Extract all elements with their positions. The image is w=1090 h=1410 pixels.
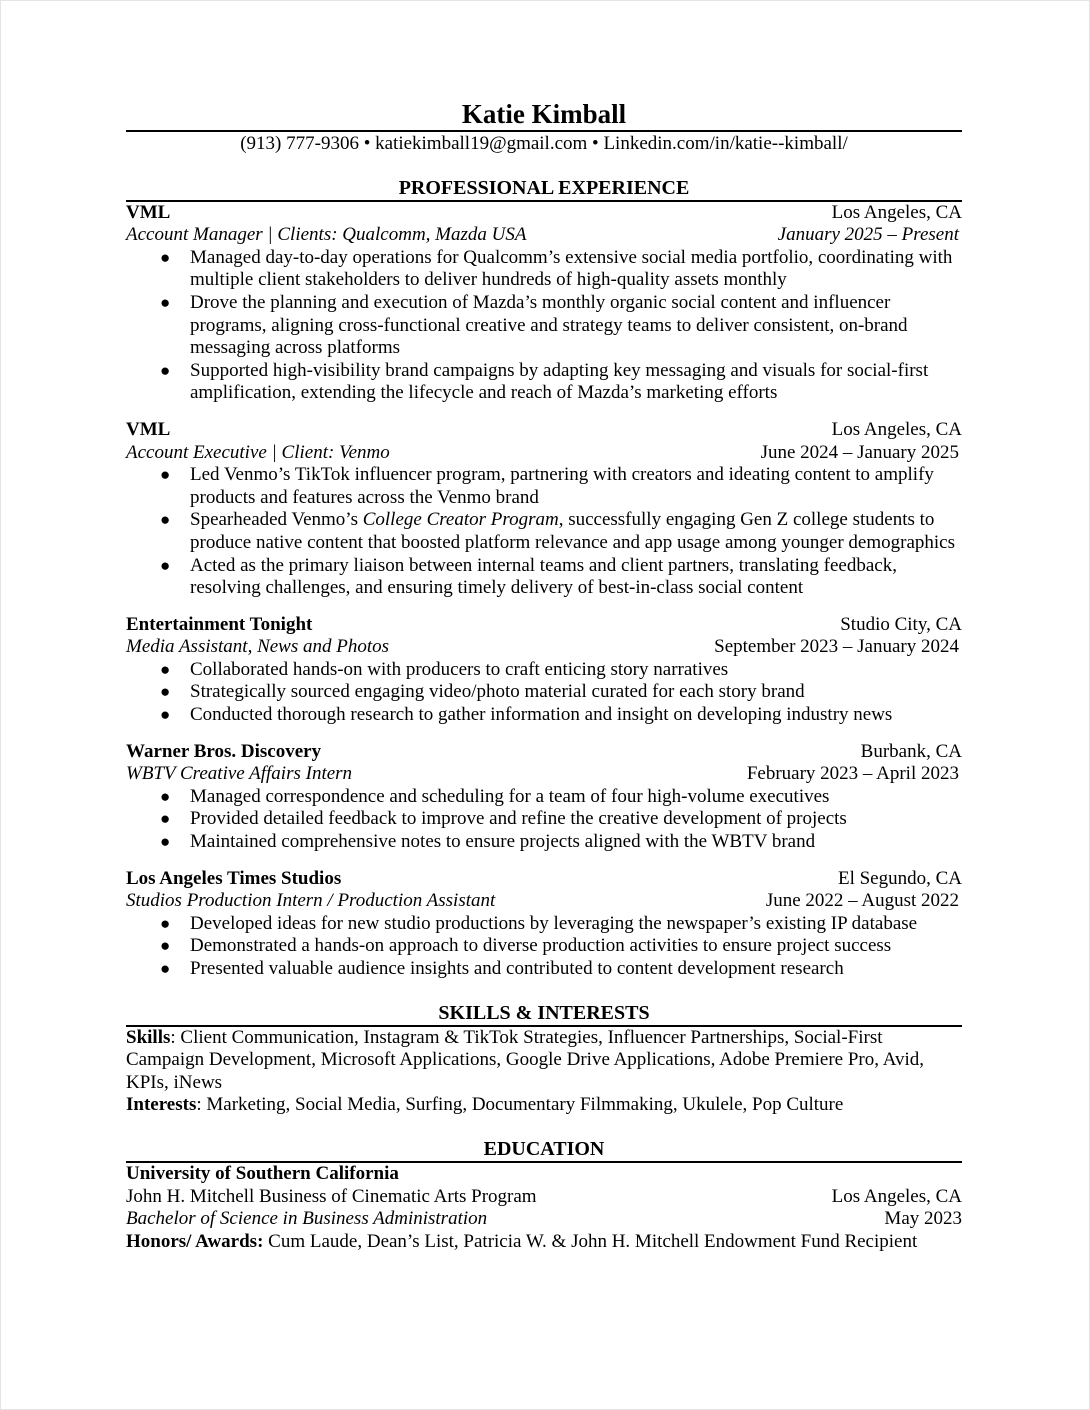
bullet-dot-icon: ● — [160, 682, 171, 702]
job-org: Warner Bros. Discovery — [126, 740, 322, 762]
contact-line: (913) 777-9306 • katiekimball19@gmail.com • Linkedin.com/in/katie--kimball/ — [240, 133, 848, 154]
list-item: ● Collaborated hands-on with producers to craft enticing story narratives — [160, 658, 729, 680]
list-item: ● Maintained comprehensive notes to ensure projects aligned with the WBTV brand — [160, 831, 816, 853]
job-location: El Segundo, CA — [837, 867, 962, 889]
job-org: VML — [126, 418, 171, 440]
education-location: Los Angeles, CA — [831, 1185, 962, 1207]
job-entry — [126, 419, 962, 600]
job-entry — [126, 614, 962, 727]
bullet-dot-icon: ● — [160, 247, 171, 267]
job-bullets — [126, 659, 962, 727]
skills-label: Skills — [126, 1026, 171, 1048]
job-entry — [126, 868, 962, 981]
bullet-dot-icon: ● — [160, 936, 171, 956]
education-block — [126, 1163, 962, 1253]
job-role: Studios Production Intern / Production Assistant — [126, 890, 496, 912]
list-item: ● Strategically sourced engaging video/photo material curated for each story brand — [160, 681, 805, 703]
list-item: ● Drove the planning and execution of Mazda’s monthly organic social content and influencer programs, aligning cross-functional creative and strategy teams to deliver consistent, on-brand messaging across platforms — [160, 291, 908, 359]
job-location: Burbank, CA — [860, 740, 962, 762]
skills-block — [126, 1027, 962, 1117]
list-item: ● Provided detailed feedback to improve and refine the creative development of projects — [160, 808, 847, 830]
list-item: ● Presented valuable audience insights and contributed to content development research — [160, 958, 844, 979]
job-bullets — [126, 464, 962, 600]
section-title-experience: PROFESSIONAL EXPERIENCE — [126, 177, 962, 202]
interests-line: Interests: Marketing, Social Media, Surfing, Documentary Filmmaking, Ukulele, Pop Culture — [126, 1094, 844, 1116]
job-role: WBTV Creative Affairs Intern — [126, 763, 353, 785]
list-item: ● Managed day-to-day operations for Qualcomm’s extensive social media portfolio, coordinating with multiple client stakeholders to deliver hundreds of high-quality assets monthly — [160, 246, 953, 291]
bullet-dot-icon: ● — [160, 959, 171, 978]
job-location: Los Angeles, CA — [831, 418, 962, 440]
list-item: ● Conducted thorough research to gather information and insight on developing industry news — [160, 704, 893, 726]
list-item: ● Spearheaded Venmo’s College Creator Program, successfully engaging Gen Z college students to produce native content that boosted platform relevance and app usage among younger demographics — [160, 509, 956, 553]
job-date: February 2023 – April 2023 — [746, 763, 959, 785]
job-bullets — [126, 786, 962, 854]
job-date-end: Present — [901, 224, 959, 246]
job-role: Account Executive | Client: Venmo — [126, 441, 390, 463]
list-item: ● Developed ideas for new studio productions by leveraging the newspaper’s existing IP database — [160, 912, 918, 934]
graduation-date: May 2023 — [884, 1208, 962, 1230]
bullet-dot-icon: ● — [160, 913, 171, 933]
list-item: ● Managed correspondence and scheduling for a team of four high-volume executives — [160, 785, 830, 807]
job-location: Studio City, CA — [840, 613, 962, 635]
section-title-education: EDUCATION — [126, 1138, 962, 1163]
job-date: September 2023 – January 2024 — [714, 636, 959, 658]
program-line: John H. Mitchell Business of Cinematic Arts Program — [126, 1185, 537, 1207]
bullet-dot-icon: ● — [160, 832, 171, 852]
bullet-dot-icon: ● — [160, 360, 171, 380]
school-name: University of Southern California — [126, 1162, 399, 1184]
bullet-dot-icon: ● — [160, 555, 171, 575]
program-name: College Creator Program — [362, 509, 559, 531]
job-date: June 2024 – January 2025 — [760, 441, 959, 463]
honors-line: Honors/ Awards: Cum Laude, Dean’s List, Patricia W. & John H. Mitchell Endowment Fund Recipient — [126, 1230, 918, 1252]
job-bullets — [126, 913, 962, 981]
job-bullets — [126, 247, 962, 405]
bullet-dot-icon: ● — [160, 705, 171, 725]
resume-page — [126, 98, 962, 1253]
job-date: January 2025 – Present — [777, 224, 959, 246]
job-entry — [126, 741, 962, 854]
honors-label: Honors/ Awards: — [126, 1230, 264, 1252]
bullet-dot-icon: ● — [160, 659, 171, 679]
bullet-dot-icon: ● — [160, 510, 171, 530]
job-org: Los Angeles Times Studios — [126, 867, 342, 889]
list-item: ● Supported high-visibility brand campaigns by adapting key messaging and visuals for social-first amplification, extending the lifecycle and reach of Mazda’s marketing efforts — [160, 359, 929, 404]
job-entry — [126, 202, 962, 405]
bullet-dot-icon: ● — [160, 465, 171, 485]
skills-line: Skills: Client Communication, Instagram & TikTok Strategies, Influencer Partnerships, Social-First Campaign Development, Microsoft Applications, Google Drive Applications, Adobe Premiere Pro, Avid, KPIs, iNews — [126, 1026, 925, 1093]
interests-label: Interests — [126, 1094, 197, 1116]
resume-name: Katie Kimball — [461, 99, 627, 129]
job-org: VML — [126, 201, 171, 223]
bullet-dot-icon: ● — [160, 809, 171, 829]
degree-line: Bachelor of Science in Business Administration — [126, 1208, 488, 1230]
job-date: June 2022 – August 2022 — [765, 890, 959, 912]
job-org: Entertainment Tonight — [126, 613, 313, 635]
job-role: Account Manager | Clients: Qualcomm, Mazda USA — [126, 224, 527, 246]
list-item: ● Led Venmo’s TikTok influencer program, partnering with creators and ideating content to amplify products and features across the Venmo brand — [160, 464, 934, 508]
name-divider — [126, 130, 962, 132]
bullet-dot-icon: ● — [160, 786, 171, 806]
section-title-skills: SKILLS & INTERESTS — [126, 1002, 962, 1027]
bullet-dot-icon: ● — [160, 292, 171, 312]
list-item: ● Demonstrated a hands-on approach to diverse production activities to ensure project success — [160, 935, 892, 957]
job-role: Media Assistant, News and Photos — [126, 636, 390, 658]
job-location: Los Angeles, CA — [831, 201, 962, 223]
list-item: ● Acted as the primary liaison between internal teams and client partners, translating feedback, resolving challenges, and ensuring timely delivery of best-in-class social content — [160, 554, 897, 599]
